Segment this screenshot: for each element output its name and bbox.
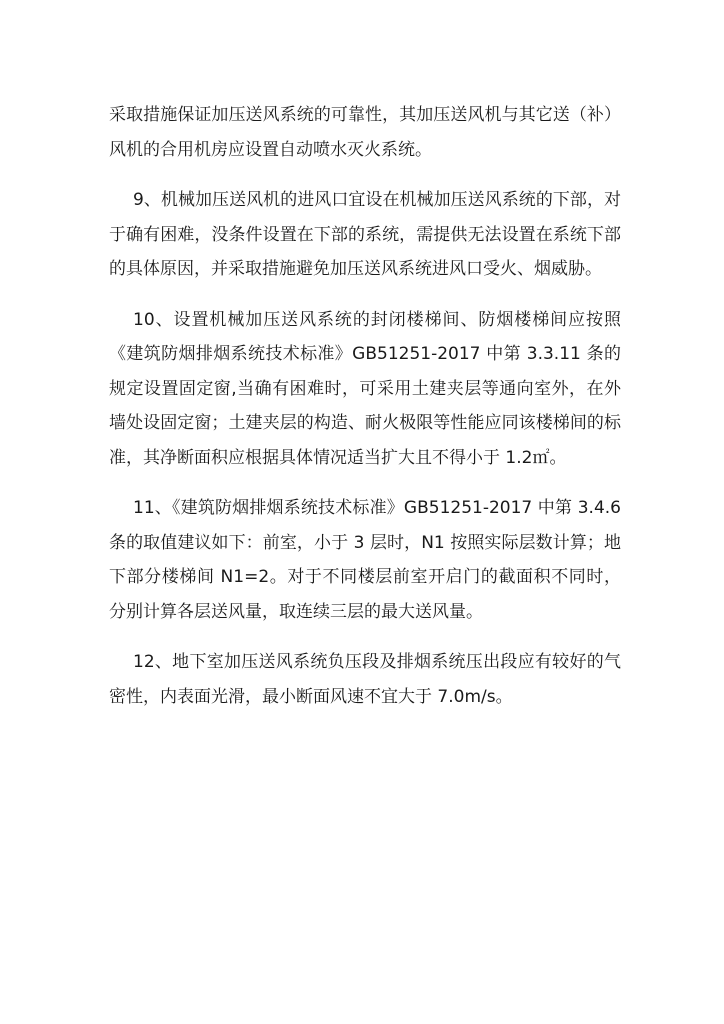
paragraph-item-9: 9、机械加压送风机的进风口宜设在机械加压送风系统的下部，对于确有困难，没条件设置在下部的系统，需提供无法设置在系统下部的具体原因，并采取措施避免加压送风系统进风口受火、烟威胁。 — [109, 190, 621, 279]
document-body — [109, 98, 621, 730]
paragraph-item-10: 10、设置机械加压送风系统的封闭楼梯间、防烟楼梯间应按照《建筑防烟排烟系统技术标准》GB51251-2017 中第 3.3.11 条的规定设置固定窗,当确有困难时，可采用土建夹层等通向室外，在外墙处设固定窗；土建夹层的构造、耐火极限等性能应同该楼梯间的标准，其净断面积应根据具体情况适当扩大且不得小于 1.2㎡。 — [109, 309, 621, 468]
paragraph-item-11: 11、《建筑防烟排烟系统技术标准》GB51251-2017 中第 3.4.6 条的取值建议如下：前室，小于 3 层时，N1 按照实际层数计算；地下部分楼梯间 N1=2。对于不同楼层前室开启门的截面积不同时，分别计算各层送风量，取连续三层的最大送风量。 — [109, 498, 621, 622]
paragraph-continuation: 采取措施保证加压送风系统的可靠性，其加压送风机与其它送（补）风机的合用机房应设置自动喷水灭火系统。 — [109, 105, 621, 160]
paragraph-item-12: 12、地下室加压送风系统负压段及排烟系统压出段应有较好的气密性，内表面光滑，最小断面风速不宜大于 7.0m/s。 — [109, 652, 621, 707]
